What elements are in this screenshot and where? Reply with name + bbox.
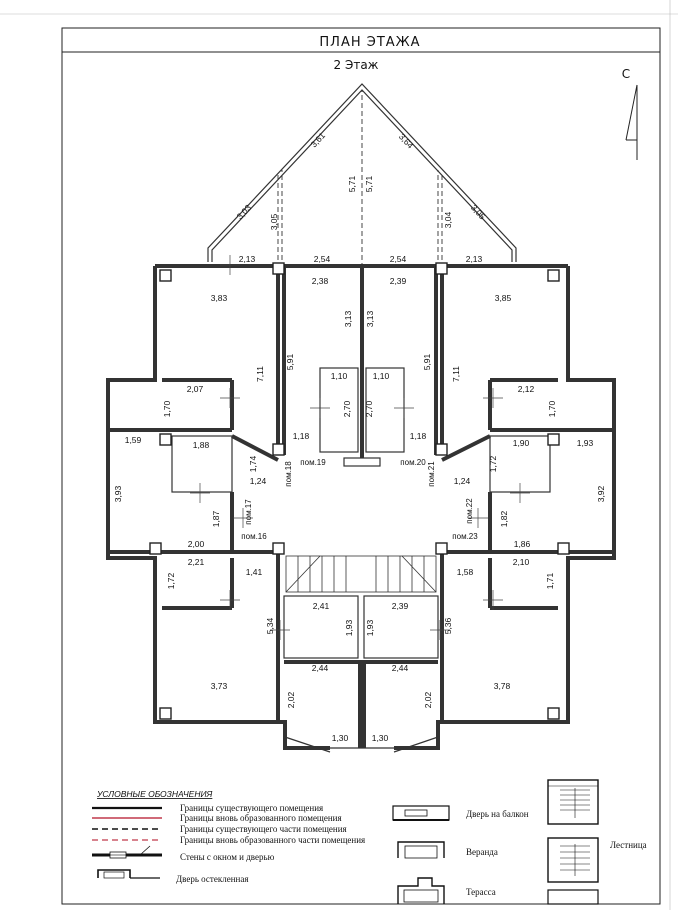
dim-room-313-left: 3,13: [343, 310, 353, 328]
room-label-22: пом.22: [465, 498, 474, 524]
dim-h-591-right: 5,91: [422, 353, 432, 371]
dim-h-187: 1,87: [211, 510, 221, 528]
staircase: [286, 556, 436, 592]
dim-w-188: 1,88: [192, 440, 210, 450]
columns: [150, 263, 569, 719]
room-label-19: пом.19: [300, 458, 326, 467]
roof-outline: [208, 84, 516, 268]
dim-room-383: 3,83: [210, 293, 228, 303]
dim-room-207: 2,07: [186, 384, 204, 394]
veranda-icon: [398, 842, 444, 858]
room-label-17: пом.17: [244, 499, 253, 525]
legend-existing-room: Границы существующего помещения: [180, 803, 324, 813]
dim-roof-left-inner: 3,05: [269, 213, 279, 231]
dim-w-130-left: 1,30: [331, 733, 349, 743]
terrace-icon: [398, 878, 444, 904]
room-label-21: пом.21: [427, 461, 436, 487]
dim-roof-left-outer: 3,61: [308, 130, 328, 150]
dim-w-110-right: 1,10: [372, 371, 390, 381]
dim-roof-right-inner: 3,04: [443, 211, 453, 229]
dim-top-right-254: 2,54: [389, 254, 407, 264]
wall-window-door-icon: [92, 846, 162, 858]
legend-existing-part: Границы существующего части помещения: [180, 824, 347, 834]
room-label-23: пом.23: [452, 532, 478, 541]
balcony-door-icon: [393, 806, 449, 820]
plan-title: ПЛАН ЭТАЖА: [319, 35, 421, 50]
dim-h-193-right: 1,93: [365, 619, 375, 637]
stairs-icon: [548, 780, 598, 904]
dim-room-373: 3,73: [210, 681, 228, 691]
dim-room-239-bottom: 2,39: [391, 601, 409, 611]
dim-w-110-left: 1,10: [330, 371, 348, 381]
dim-room-313-right: 3,13: [365, 310, 375, 328]
dim-h-202-left: 2,02: [286, 691, 296, 709]
dim-h-170-left: 1,70: [162, 400, 172, 418]
dim-room-241: 2,41: [312, 601, 330, 611]
dim-roof-right-lower: 3,05: [468, 202, 488, 222]
dim-h-182: 1,82: [499, 510, 509, 528]
dim-h-174: 1,74: [248, 455, 258, 473]
dim-w-159: 1,59: [124, 435, 142, 445]
dim-h-270-right: 2,70: [364, 400, 374, 418]
dim-room-385: 3,85: [494, 293, 512, 303]
legend-veranda: Веранда: [466, 847, 498, 857]
dim-h-170-right: 1,70: [547, 400, 557, 418]
dim-w-141: 1,41: [245, 567, 263, 577]
dim-h-591-left: 5,91: [285, 353, 295, 371]
compass-letter: С: [621, 67, 631, 81]
dim-roof-center-left: 5,71: [347, 175, 357, 193]
legend-walls: Стены с окном и дверью: [180, 852, 275, 862]
floor-label: 2 Этаж: [333, 58, 379, 72]
room-label-18: пом.18: [284, 461, 293, 487]
dim-roof-center-right: 5,71: [364, 175, 374, 193]
dim-w-118-right: 1,18: [409, 431, 427, 441]
dim-h-536: 5,36: [443, 617, 453, 635]
dim-room-378: 3,78: [493, 681, 511, 691]
legend-title: УСЛОВНЫЕ ОБОЗНАЧЕНИЯ: [97, 789, 213, 799]
dim-w-130-right: 1,30: [371, 733, 389, 743]
dim-room-221: 2,21: [187, 557, 205, 567]
dim-room-244-right: 2,44: [391, 663, 409, 673]
north-arrow-icon: [622, 67, 637, 160]
legend-new-room: Границы вновь образованного помещения: [180, 813, 342, 823]
dim-roof-right-outer: 3,64: [396, 131, 416, 151]
glass-door-icon: [98, 870, 160, 878]
dim-h-711-left: 7,11: [255, 366, 265, 382]
dim-room-238: 2,38: [311, 276, 329, 286]
dim-w-118-left: 1,18: [292, 431, 310, 441]
dim-top-right-213: 2,13: [465, 254, 483, 264]
dim-roof-left-lower: 3,03: [234, 202, 254, 222]
dim-top-left-254: 2,54: [313, 254, 331, 264]
legend-terrace: Терасса: [466, 887, 496, 897]
dim-h-171: 1,71: [545, 572, 555, 590]
dim-w-190: 1,90: [512, 438, 530, 448]
dim-room-212: 2,12: [517, 384, 535, 394]
legend-glass-door: Дверь остекленная: [176, 874, 249, 884]
dim-top-left-213: 2,13: [238, 254, 256, 264]
dim-h-193-left: 1,93: [344, 619, 354, 637]
legend: [92, 780, 647, 904]
legend-balcony-door: Дверь на балкон: [466, 809, 529, 819]
dim-w-158: 1,58: [456, 567, 474, 577]
dim-h-172-right: 1,72: [488, 455, 498, 473]
dim-w-124-right: 1,24: [453, 476, 471, 486]
dim-room-239-top: 2,39: [389, 276, 407, 286]
dim-w-124-left: 1,24: [249, 476, 267, 486]
interior-walls: [108, 266, 614, 748]
dim-room-210: 2,10: [512, 557, 530, 567]
dim-h-172-left: 1,72: [166, 572, 176, 590]
dim-h-392: 3,92: [596, 485, 606, 503]
dim-h-270-left: 2,70: [342, 400, 352, 418]
dim-h-711-right: 7,11: [451, 366, 461, 382]
dim-h-393: 3,93: [113, 485, 123, 503]
legend-stairs: Лестница: [610, 840, 647, 850]
room-label-20: пом.20: [400, 458, 426, 467]
dim-h-202-right: 2,02: [423, 691, 433, 709]
dim-w-200: 2,00: [187, 539, 205, 549]
dim-room-244-left: 2,44: [311, 663, 329, 673]
dim-w-186: 1,86: [513, 539, 531, 549]
dim-h-534: 5,34: [265, 617, 275, 635]
dim-w-193: 1,93: [576, 438, 594, 448]
legend-new-part: Границы вновь образованного части помещения: [180, 835, 366, 845]
room-label-16: пом.16: [241, 532, 267, 541]
